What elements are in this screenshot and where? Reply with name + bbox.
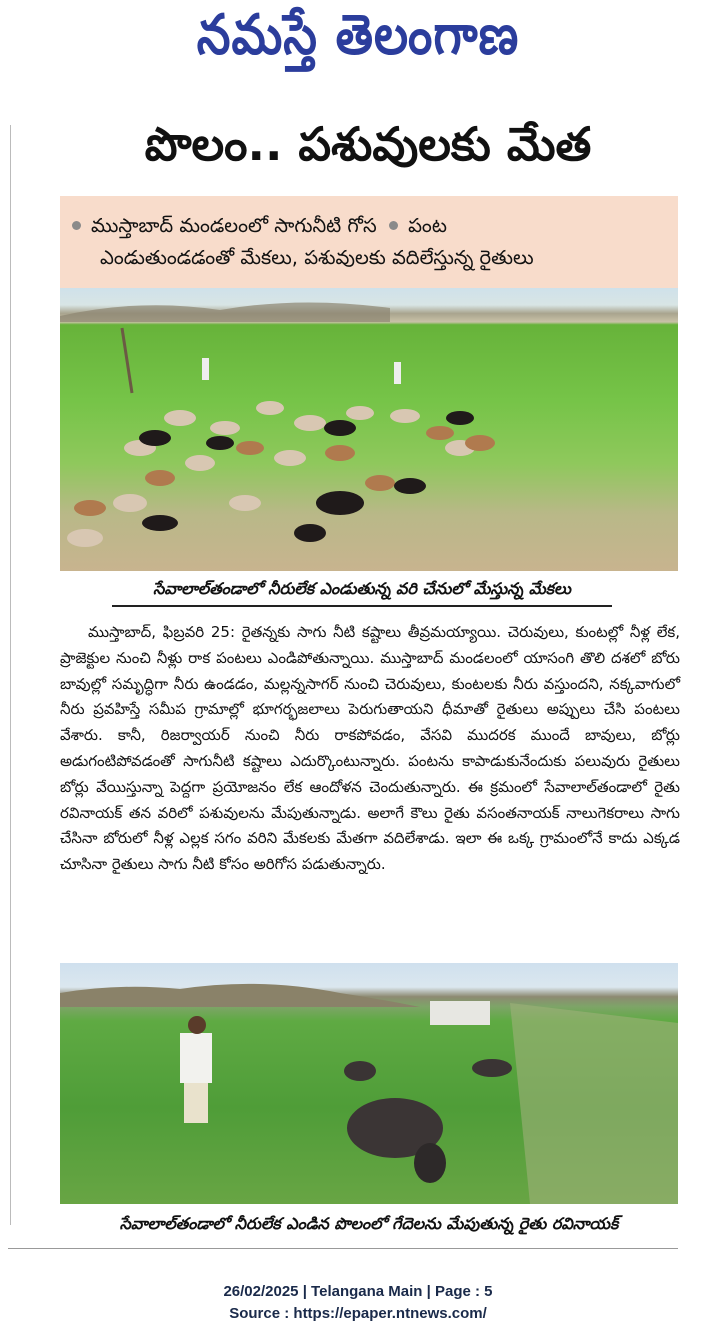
article-deck <box>60 196 678 288</box>
goats-grazing-photo <box>60 288 678 571</box>
masthead <box>0 0 716 84</box>
body-paragraph: ముస్తాబాద్, ఫిబ్రవరి 25: రైతన్నకు సాగు నీటి కష్టాలు తీవ్రమయ్యాయి. చెరువులు, కుంటల్లో నీళ్ల లేక, ప్రాజెక్టుల నుంచి నీళ్లు రాక పంటలు ఎండిపోతున్నాయి. ముస్తాబాద్ మండలంలో యాసంగి తొలి దశలో బోరు బావుల్లో సమృద్ధిగా నీరు ఉండడం, మల్లన్నసాగర్ నుంచి చెరువులు, కుంటలకు నీరు వస్తుందని, నక్కవాగులో నీరు ప్రవహిస్తే సమీప గ్రామాల్లో భూగర్భజలాలు పెరుగుతాయని ధీమాతో రైతులు అప్పులు చేసి పంటలు వేశారు. కానీ, రిజర్వాయర్ నుంచి నీరు రాకపోవడం, వేసవి ముదరక ముందే బావులు, బోర్లు అడుగంటిపోవడంతో సాగునీటి కష్టాలు ఎదుర్కొంటున్నారు. పంటను కాపాడుకునేందుకు పలువురు రైతులు బోర్లు వేయిస్తున్నా పెద్దగా ప్రయోజనం లేక ఆందోళన చెందుతున్నారు. ఈ క్రమంలో సేవాలాల్‌తండాలో రైతు రవినాయక్ తన వరిలో పశువులను మేపుతున్నాడు. అలాగే కౌలు రైతు వసంతనాయక్ నాలుగెకరాలు సాగు చేసినా బోరులో నీళ్ల ఎల్లక సగం వరిని మేకలకు మేతగా వదిలేశాడు. ఇలా ఈ ఒక్క గ్రామంలోనే కాదు ఎక్కడ చూసినా రైతులు సాగు నీటి కోసం అరిగోస పడుతున్నారు. <box>60 623 680 874</box>
bottom-divider <box>8 1248 678 1249</box>
column-rule <box>10 125 11 1225</box>
footer-edition-info: 26/02/2025 | Telangana Main | Page : 5 <box>223 1283 493 1300</box>
buffalo-photo-illustration <box>60 963 678 1204</box>
buffalo-grazing-photo <box>60 963 678 1204</box>
photo1-caption: సేవాలాల్‌తండాలో నీరులేక ఎండుతున్న వరి చేనులో మేస్తున్న మేకలు <box>112 577 612 607</box>
bullet-icon <box>72 221 81 230</box>
masthead-title: నమస్తే తెలంగాణ <box>196 2 520 68</box>
article-body <box>60 620 680 878</box>
photo2-caption: సేవాలాల్‌తండాలో నీరులేక ఎండిన పొలంలో గేదెలను మేపుతున్న రైతు రవినాయక్ <box>119 1213 619 1233</box>
bullet-icon <box>389 221 398 230</box>
article-headline: పొలం.. పశువులకు మేత <box>144 117 592 171</box>
deck-text-1: ముస్తాబాద్ మండలంలో సాగునీటి గోస <box>91 214 377 237</box>
footer-source: Source : https://epaper.ntnews.com/ <box>229 1305 487 1322</box>
deck-text-1b: పంట <box>408 214 447 237</box>
deck-line-1 <box>72 210 668 242</box>
goats-photo-illustration <box>60 288 678 571</box>
deck-line-2: ఎండుతుండడంతో మేకలు, పశువులకు వదిలేస్తున్న రైతులు <box>100 246 534 269</box>
